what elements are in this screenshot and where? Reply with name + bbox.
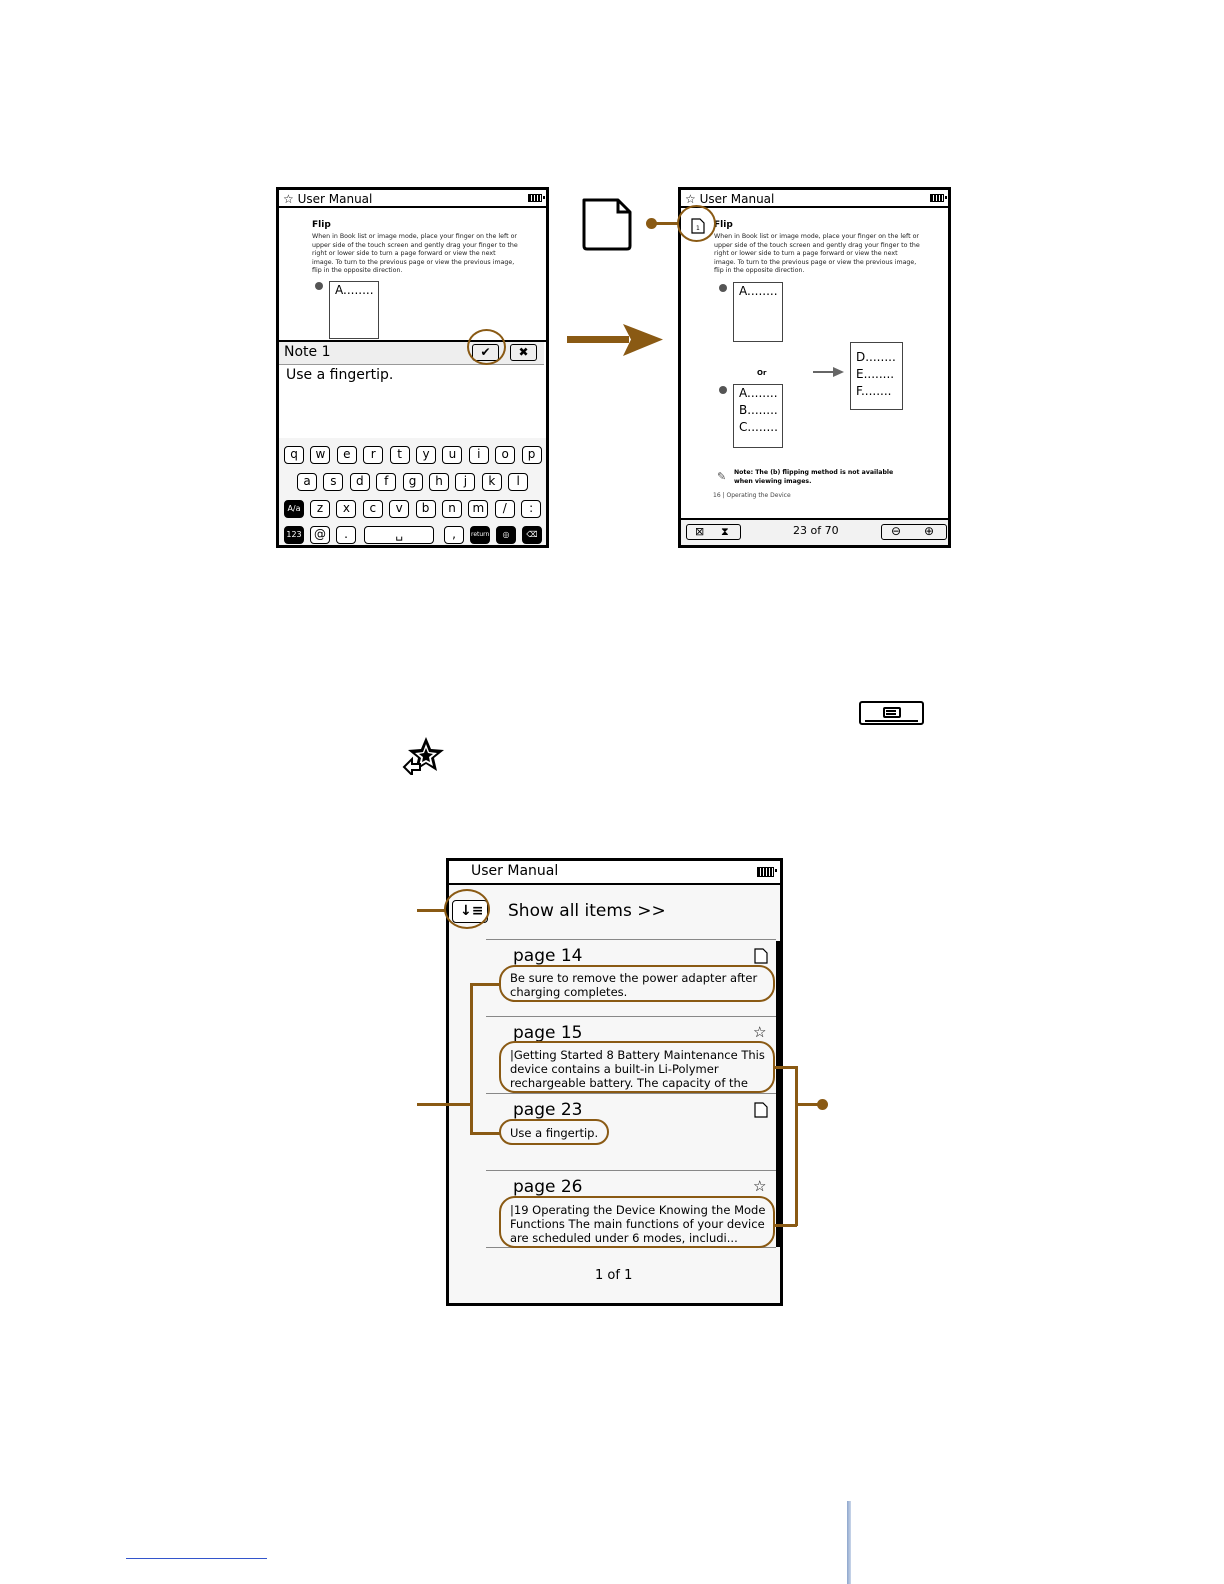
figure-page-def — [850, 342, 903, 410]
annotation-circle-confirm — [467, 329, 506, 365]
or-label: Or — [757, 369, 767, 377]
title-bar — [449, 861, 780, 885]
figure-line-1: A........ — [739, 386, 778, 400]
annotation-dot — [817, 1099, 828, 1110]
key-g[interactable]: g — [403, 473, 423, 491]
battery-icon — [528, 194, 542, 202]
key-v[interactable]: v — [389, 500, 409, 518]
doc-note: Note: The (b) flipping method is not available when viewing images. — [734, 469, 894, 485]
doc-body: When in Book list or image mode, place your finger on the left or upper side of the touch screen and gently drag your finger to the right or lower side to turn a page forward or view the next image. To turn to the previous page or view the previous image, flip in the opposite direction. — [312, 233, 518, 275]
key-d[interactable]: d — [350, 473, 370, 491]
star-icon: ☆ — [753, 1023, 767, 1041]
key-p[interactable]: p — [522, 446, 542, 464]
key-q[interactable]: q — [284, 446, 304, 464]
annotation-bracket-top — [470, 983, 500, 986]
space-key[interactable]: ␣ — [364, 526, 434, 544]
list-item-snippet[interactable]: Use a fingertip. — [510, 1126, 599, 1140]
backspace-key[interactable]: ⌫ — [522, 526, 542, 544]
key-z[interactable]: z — [310, 500, 330, 518]
page-indicator: 1 of 1 — [595, 1268, 633, 1283]
figure-marker-a — [719, 284, 727, 292]
star-icon[interactable]: ☆ — [283, 192, 294, 206]
annotation-line — [417, 909, 445, 912]
figure-line: A........ — [739, 284, 778, 298]
annotation-line — [417, 1103, 471, 1106]
divider — [486, 1170, 776, 1171]
add-bookmark-icon — [402, 735, 446, 775]
doc-heading: Flip — [714, 220, 733, 230]
annotation-bracket — [470, 983, 473, 1134]
sort-list-icon: ↓≡ — [460, 903, 484, 919]
key-w[interactable]: w — [310, 446, 330, 464]
doc-body: When in Book list or image mode, place your finger on the left or upper side of the touch screen and gently drag your finger to the right or lower side to turn a page forward or view the next image. To turn to the previous page or view the previous image, flip in the opposite direction. — [714, 233, 920, 275]
figure-line-3: F........ — [856, 384, 892, 398]
list-item-snippet[interactable]: |19 Operating the Device Knowing the Mode Functions The main functions of your device are scheduled under 6 modes, includi... — [510, 1203, 766, 1245]
annotation-bracket-top — [774, 1066, 797, 1069]
divider — [486, 1093, 776, 1094]
numbers-key[interactable]: 123 — [284, 526, 304, 544]
list-item-page[interactable]: page 15 — [513, 1023, 583, 1043]
shift-key[interactable]: A/a — [284, 500, 304, 518]
key-f[interactable]: f — [376, 473, 396, 491]
key-j[interactable]: j — [455, 473, 475, 491]
list-item-page[interactable]: page 14 — [513, 946, 583, 966]
document-title: User Manual — [297, 192, 373, 206]
annotation-dot — [646, 218, 657, 229]
star-icon[interactable]: ☆ — [685, 192, 696, 206]
key-o[interactable]: o — [495, 446, 515, 464]
figure-page — [329, 281, 379, 339]
battery-icon — [757, 867, 774, 877]
key-u[interactable]: u — [442, 446, 462, 464]
list-item-snippet[interactable]: |Getting Started 8 Battery Maintenance This device contains a built-in Li-Polymer rechargeable battery. The capacity of the — [510, 1048, 765, 1090]
doc-heading: Flip — [312, 220, 331, 230]
confirm-button[interactable]: ✔ — [472, 344, 499, 361]
key-a[interactable]: a — [297, 473, 317, 491]
zoom-buttons — [881, 524, 947, 540]
key-y[interactable]: y — [416, 446, 436, 464]
divider — [486, 939, 776, 940]
figure-line-2: B........ — [739, 403, 778, 417]
grey-arrow-icon — [813, 366, 845, 378]
key-t[interactable]: t — [390, 446, 410, 464]
return-key[interactable]: return — [470, 526, 490, 544]
key-:[interactable]: : — [521, 500, 541, 518]
key-x[interactable]: x — [336, 500, 356, 518]
key-s[interactable]: s — [323, 473, 343, 491]
document-title: User Manual — [471, 863, 559, 879]
key-k[interactable]: k — [482, 473, 502, 491]
figure-line-1: D........ — [856, 350, 896, 364]
figure-marker-a — [315, 282, 323, 290]
svg-text:1: 1 — [696, 225, 700, 232]
note-title: Note 1 — [284, 344, 331, 360]
at-key[interactable]: @ — [310, 526, 330, 544]
key-n[interactable]: n — [442, 500, 462, 518]
zoom-out-icon[interactable]: ⊖ — [891, 524, 902, 538]
annotation-oval-item-3 — [499, 1119, 609, 1145]
key-i[interactable]: i — [469, 446, 489, 464]
title-bar — [279, 190, 546, 208]
title-bar — [681, 190, 948, 208]
figure-line-3: C........ — [739, 420, 778, 434]
key-e[interactable]: e — [337, 446, 357, 464]
key-/[interactable]: / — [495, 500, 515, 518]
dot-key[interactable]: . — [336, 526, 356, 544]
key-h[interactable]: h — [429, 473, 449, 491]
footer-vertical-rule — [847, 1501, 851, 1584]
annotation-bracket — [795, 1066, 798, 1226]
annotation-bracket-bottom — [470, 1132, 500, 1135]
note-icon — [754, 948, 768, 964]
divider — [486, 1016, 776, 1017]
hourglass-icon: ⧗ — [721, 525, 729, 538]
annotation-oval-item-4 — [499, 1196, 775, 1248]
annotation-circle-note-marker — [677, 205, 716, 242]
close-icon: ⊠ — [695, 525, 705, 538]
key-c[interactable]: c — [363, 500, 383, 518]
list-item-page[interactable]: page 23 — [513, 1100, 583, 1120]
cancel-button[interactable]: ✖ — [510, 344, 537, 361]
key-l[interactable]: l — [508, 473, 528, 491]
key-b[interactable]: b — [416, 500, 436, 518]
figure-page-b — [733, 384, 783, 448]
document-title: User Manual — [699, 192, 775, 206]
document-view-screen — [678, 187, 951, 548]
figure-line: A........ — [335, 283, 374, 297]
battery-icon — [930, 194, 944, 202]
bottom-toolbar — [681, 518, 951, 548]
arrow-right-icon — [565, 322, 665, 358]
figure-line-2: E........ — [856, 367, 895, 381]
pencil-icon: ✎ — [717, 470, 727, 483]
menu-key-icon — [859, 701, 924, 725]
annotation-oval-item-1 — [499, 965, 775, 1002]
annotation-oval-item-2 — [499, 1041, 775, 1093]
star-icon: ☆ — [753, 1177, 767, 1195]
doc-footer: 16 | Operating the Device — [713, 492, 791, 499]
footer-link-rule — [126, 1558, 267, 1559]
scrollbar[interactable] — [776, 941, 780, 1247]
note-document-icon — [580, 196, 634, 252]
annotation-circle-sort — [444, 889, 490, 929]
close-book-button[interactable] — [686, 524, 741, 540]
note-icon — [754, 1102, 768, 1118]
figure-marker-b — [719, 386, 727, 394]
list-item-page[interactable]: page 26 — [513, 1177, 583, 1197]
note-text-field[interactable]: Use a fingertip. — [286, 367, 394, 383]
annotation-bracket-bottom — [774, 1224, 797, 1227]
list-item-snippet[interactable]: Be sure to remove the power adapter after charging completes. — [510, 971, 758, 999]
note-editor-screen — [276, 187, 549, 548]
settings-key[interactable]: ◎ — [496, 526, 516, 544]
zoom-in-icon[interactable]: ⊕ — [924, 524, 935, 538]
figure-page-a — [733, 282, 783, 342]
key-r[interactable]: r — [363, 446, 383, 464]
comma-key[interactable]: , — [444, 526, 464, 544]
key-m[interactable]: m — [468, 500, 488, 518]
page-indicator: 23 of 70 — [793, 524, 839, 537]
show-all-link[interactable]: Show all items >> — [508, 901, 666, 921]
